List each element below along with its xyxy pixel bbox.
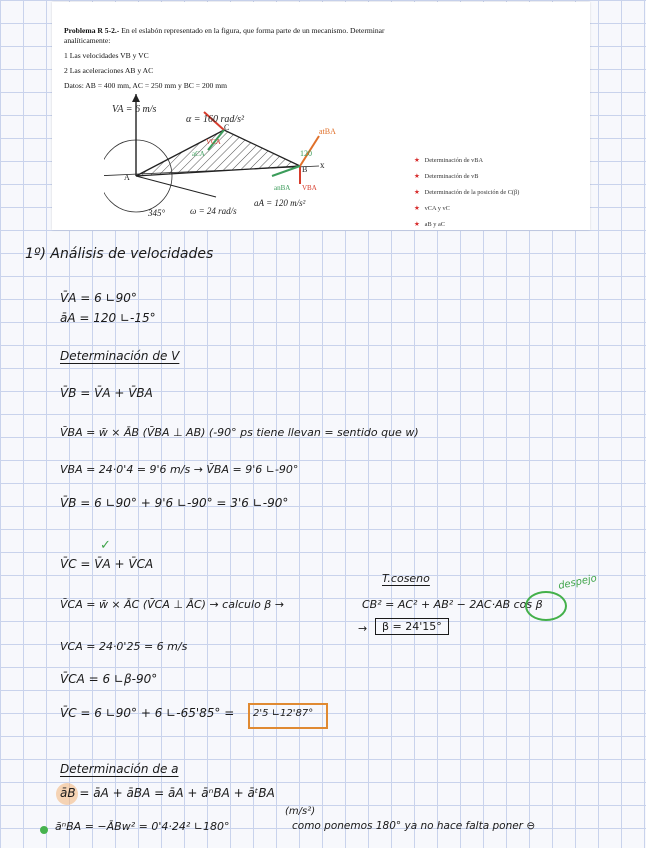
star-icon: ★ — [414, 205, 420, 212]
beta-highlight — [525, 591, 567, 621]
problem-data: Datos: AB = 400 mm, AC = 250 mm y BC = 200 mm — [64, 81, 228, 90]
point-a: A — [124, 173, 130, 182]
todo-item: ★ Determinación de vB — [414, 173, 479, 180]
x-label: x — [320, 160, 325, 170]
eq-anba: āⁿBA = −ĀBw² = 0'4·24² ∟180° — [55, 820, 230, 833]
problem-statement-text: En el eslabón representado en la figura, que forma parte de un mecanismo. Determinar analíticamente: — [64, 26, 385, 45]
eq-vba: V̄BA = w̄ × ĀB (V̄BA ⊥ AB) (-90° ps tiene llevan = sentido que w) — [60, 426, 419, 439]
tcoseno-label: T.coseno — [382, 572, 430, 585]
arrow-icon: → — [358, 622, 368, 635]
todo-item: ★ aB y aC — [414, 221, 445, 228]
va-line: V̄A = 6 ∟90° — [60, 291, 137, 305]
point-b: B — [302, 165, 308, 174]
det-a-heading: Determinación de a — [60, 762, 179, 776]
vca-vector: V̄CA = 6 ∟β-90° — [60, 672, 158, 686]
problem-item-2: 2 Las aceleraciones AB y AC — [64, 66, 154, 75]
angle-345: 345° — [148, 208, 166, 218]
star-icon: ★ — [414, 157, 420, 164]
aa-label: aA = 120 m/s² — [254, 198, 306, 208]
atba-label: atBA — [319, 127, 336, 136]
star-icon: ★ — [414, 173, 420, 180]
section-velocity-title: 1º) Análisis de velocidades — [25, 246, 214, 262]
todo-item: ★ Determinación de vBA — [414, 157, 484, 164]
check-icon: ✓ — [100, 538, 111, 553]
va-label: VA = 6 m/s — [112, 104, 157, 115]
eq-vca: V̄CA = w̄ × ĀC (V̄CA ⊥ ĀC) → calculo β → — [60, 598, 285, 611]
bullet-dot — [40, 826, 48, 834]
cos-law: CB² = AC² + AB² − 2AC·AB cos β — [362, 598, 543, 611]
problem-statement — [64, 26, 394, 91]
vc-value: V̄C = 6 ∟90° + 6 ∟-65'85° = — [60, 706, 235, 720]
point-c: C — [224, 123, 230, 132]
eq-ab: āB = āA + āBA = āA + āⁿBA + āᵗBA — [60, 786, 275, 800]
vca-magnitude: VCA = 24·0'25 = 6 m/s — [60, 640, 188, 653]
vca-label: VCA — [206, 138, 221, 146]
problem-item-1: 1 Las velocidades VB y VC — [64, 51, 149, 60]
todo-list — [414, 153, 519, 233]
eq-vc: V̄C = V̄A + V̄CA — [60, 557, 154, 571]
vba-value: VBA = 24·0'4 = 9'6 m/s → V̄BA = 9'6 ∟-90° — [60, 463, 299, 476]
beta-value: β = 24'15° — [375, 618, 449, 635]
vba-label: VBA — [302, 184, 317, 192]
aa-line: āA = 120 ∟-15° — [60, 311, 156, 325]
despejo-label: despejo — [557, 573, 598, 592]
todo-item: ★ vCA y vC — [414, 205, 450, 212]
star-icon: ★ — [414, 189, 420, 196]
eq-vb: V̄B = V̄A + V̄BA — [60, 386, 153, 400]
star-icon: ★ — [414, 221, 420, 228]
problem-heading: Problema R 5-2.- — [64, 26, 120, 35]
anba-note: como ponemos 180° ya no hace falta poner ⊖ — [292, 820, 536, 832]
anba-label: anBA — [274, 184, 291, 192]
angle-120: 120 — [300, 149, 312, 158]
omega-label: ω = 24 rad/s — [190, 206, 237, 216]
todo-item: ★ Determinación de la posición de C(β) — [414, 189, 520, 196]
units-label: (m/s²) — [285, 806, 316, 817]
problem-sheet — [52, 2, 590, 230]
alpha-label: α = 160 rad/s² — [186, 114, 245, 125]
vb-value: V̄B = 6 ∟90° + 9'6 ∟-90° = 3'6 ∟-90° — [60, 496, 289, 510]
vc-result: 2'5 ∟12'87° — [253, 708, 314, 719]
va-arrowhead — [132, 94, 140, 102]
aa-vector — [136, 176, 216, 197]
aca-label: aCA — [192, 150, 205, 158]
mechanism-figure — [104, 94, 354, 220]
det-v-heading: Determinación de V — [60, 349, 180, 363]
